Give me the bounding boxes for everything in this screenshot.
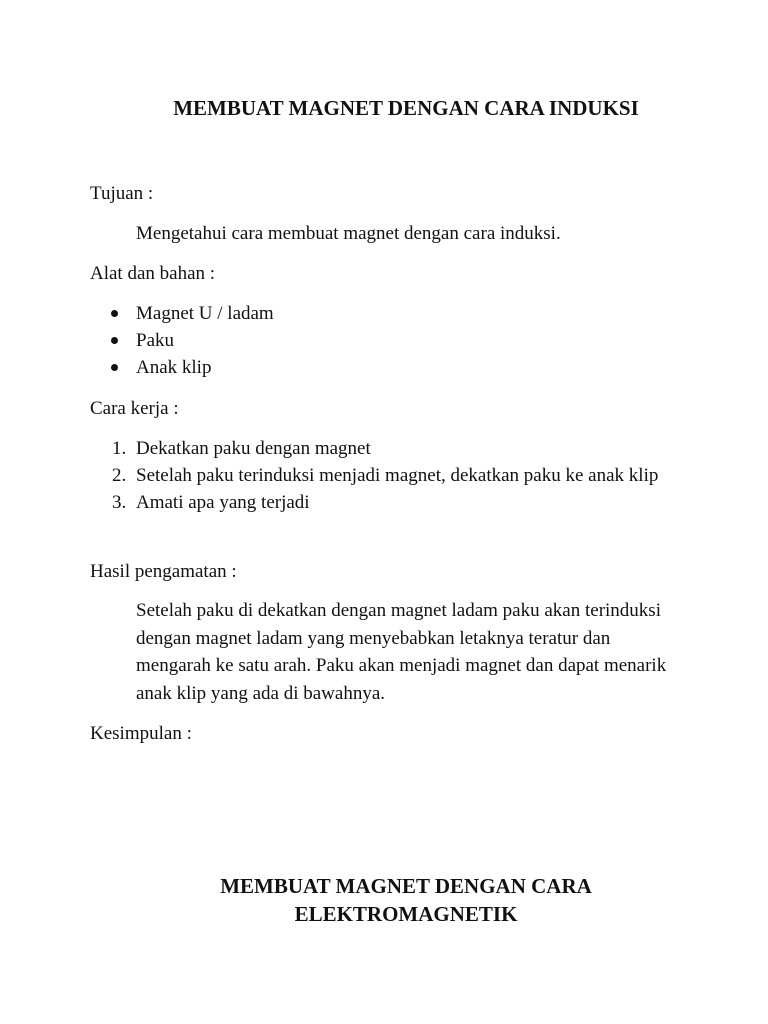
step-number: 3.: [112, 492, 127, 513]
step-number: 2.: [112, 465, 127, 486]
section-title-induksi: MEMBUAT MAGNET DENGAN CARA INDUKSI: [173, 96, 639, 120]
list-item: [136, 300, 681, 327]
step-number: 1.: [112, 438, 127, 459]
list-item: [112, 435, 681, 462]
hasil-pengamatan-label: Hasil pengamatan :: [90, 561, 237, 582]
bullet-icon: [111, 364, 118, 371]
list-item: [112, 489, 681, 516]
section-title-line: ELEKTROMAGNETIK: [294, 902, 518, 926]
alat-bahan-list: [136, 300, 681, 381]
list-item-text: Anak klip: [136, 357, 212, 378]
section-title-elektromagnetik: [150, 872, 662, 928]
section-title-line: MEMBUAT MAGNET DENGAN CARA: [220, 874, 592, 898]
step-text: Dekatkan paku dengan magnet: [136, 438, 371, 459]
alat-bahan-label: Alat dan bahan :: [90, 263, 216, 284]
hasil-pengamatan-text: Setelah paku di dekatkan dengan magnet ladam paku akan terinduksi dengan magnet ladam yang menyebabkan letaknya teratur dan mengarah ke satu arah. Paku akan menjadi magnet dan dapat menarik anak klip yang ada di bawahnya.: [136, 600, 667, 704]
bullet-icon: [111, 337, 118, 344]
cara-kerja-list: [112, 435, 681, 516]
step-text: Setelah paku terinduksi menjadi magnet, dekatkan paku ke anak klip: [136, 465, 659, 486]
cara-kerja-label: Cara kerja :: [90, 398, 179, 419]
list-item-text: Paku: [136, 330, 174, 351]
list-item-text: Magnet U / ladam: [136, 303, 274, 324]
list-item: [136, 354, 681, 381]
list-item: [136, 327, 681, 354]
kesimpulan-label: Kesimpulan :: [90, 723, 192, 744]
tujuan-text: Mengetahui cara membuat magnet dengan cara induksi.: [136, 223, 561, 244]
bullet-icon: [111, 310, 118, 317]
tujuan-label: Tujuan :: [90, 183, 154, 204]
step-text: Amati apa yang terjadi: [136, 492, 310, 513]
list-item: [112, 462, 681, 489]
